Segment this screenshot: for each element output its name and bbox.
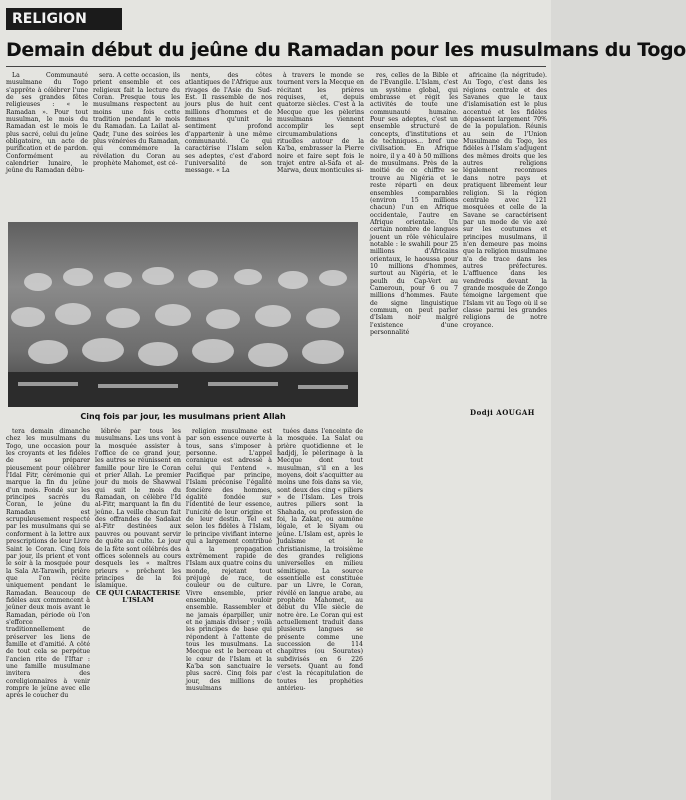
byline: Dodji AOUGAH bbox=[470, 408, 535, 417]
right-column-1 bbox=[370, 72, 458, 404]
section-rubric: RELIGION bbox=[6, 8, 122, 30]
column-text: africaine (la négritude). Au Togo, c'est dans les régions centrale et des Savanes que le taux d'islamisation est le plus accentué et les fidèles dépassent largement 70% de la population. Réunis au sein de l'Union Musulmane du Togo, les fidèles à l'Islam s'adjugent des mêmes droits que les autres religions légalement reconnues dans notre pays et pratiquent librement leur religion. Si la région centrale avec 121 mosquées et celle de la Savane se caractérisent par un mode de vie axé sur les coutumes et principes musulmans, il n'en demeure pas moins que la religion musulmane n'a de trace dans les autres préfectures. L'affluence dans les vendredis devant la grande mosquée de Zongo témoigne largement que l'Islam vit au Togo où il se classe parmi les grandes religions de notre croyance. bbox=[463, 72, 547, 329]
top-column-3 bbox=[185, 72, 272, 218]
top-column-2 bbox=[93, 72, 180, 218]
bottom-column-3 bbox=[186, 428, 272, 796]
prayer-photo-image bbox=[8, 222, 358, 407]
prayer-photo bbox=[8, 222, 358, 407]
column-text: tuées dans l'enceinte de la mosquée. La Salat ou prière quotidienne et le hadjdj, le pèlerinage à la Mecque dont tout musulman, s'il en a les moyens, doit s'acquitter au moins une fois dans sa vie, sont deux des cinq « piliers » de l'Islam. Les trois autres piliers sont la Shahada, ou profession de foi, la Zakat, ou aumône légale, et le Siyam ou jeûne. L'Islam est, après le Judaïsme et le christianisme, la troisième des grandes religions universelles en milieu sémitique. La source essentielle est constituée par un Livre, le Coran, révélé en langue arabe, au prophète Mahomet, au début du VIIe siècle de notre ère. Le Coran qui est actuellement traduit dans plusieurs langues se présente comme une succession de 114 chapitres (ou Sourates) subdivisés en 6 226 versets. Quant au fond c'est la récapitulation de toutes les prophéties antérieu- bbox=[277, 428, 363, 693]
right-column-2 bbox=[463, 72, 547, 404]
column-text: tera demain dimanche chez les musulmans du Togo, une occasion pour les croyants et les fidèles de se préparer pieusement pour célébrer l'Idal Fitr, cérémonie qui marque la fin du jeûne d'un mois. Fondé sur les principes sacrés du Coran, le jeûne du Ramadan est scrupuleusement respecté par les musulmans qui se conforment à la lettre aux prescriptions de leur Livre Saint le Coran. Cinq fois par jour, ils prient et vont le soir à la mosquée pour la Sala At-Tarawih, prière que l'on récite uniquement pendant le Ramadan. Beaucoup de fidèles aux commencent à jeûner deux mois avant le Ramadan, période où l'on s'efforce traditionnellement de préserver les liens de famille et d'amitié. A côté de tout cela se perpétue l'ancien rite de l'Iftar : une famille musulmane invitera des coreligionnaires à venir rompre le jeûne avec elle après le coucher du bbox=[6, 428, 90, 700]
column-text: nents, des côtes atlantiques de l'Afrique aux rivages de l'Asie du Sud-Est. Il rassemble de nos jours plus de huit cent millions d'hommes et de femmes qu'unit le sentiment profond d'appartenir à une même communauté. Ce qui caractérise l'Islam selon ses adeptes, c'est d'abord l'universalité de son message. « La bbox=[185, 72, 272, 175]
top-column-4 bbox=[277, 72, 364, 218]
top-column-1 bbox=[6, 72, 88, 218]
headline: Demain début du jeûne du Ramadan pour les musulmans du Togo bbox=[6, 39, 686, 61]
bottom-column-2 bbox=[95, 428, 181, 796]
photo-caption: Cinq fois par jour, les musulmans prient Allah bbox=[80, 412, 286, 421]
column-text: sera. A cette occasion, ils prient ensemble et ces religieux fait la lecture du Coran. Presque tous les musulmans respectent au moins une fois cette tradition pendant le mois du Ramadan. La Lailat al-Qadr, l'une des soirées les plus vénérées du Ramadan, qui commémore la révélation du Coran au prophète Mahomet, est cé- bbox=[93, 72, 180, 168]
column-text: religion musulmane est par son essence ouverte à tous, sans s'imposer à personne. L'appel coranique est adressé à celui qui l'entend ». Pacifique par principe, l'Islam préconise l'égalité foncière des hommes, égalité fondée sur l'identité de leur essence, l'unicité de leur origine et de leur destin. Tel est selon les fidèles à l'Islam, le principe vivifiant interne qui a largement contribué à la propagation extrêmement rapide de l'Islam aux quatre coins du monde, rejetant tout préjugé de race, de couleur ou de culture. Vivre ensemble, prier ensemble, vouloir ensemble. Rassembler et ne jamais éparpiller, unir et ne jamais diviser ; voilà les principes de base qui répondent à l'attente de tous les musulmans. La Mecque est le berceau et le cœur de l'Islam et la Ka'ba son sanctuaire le plus sacré. Cinq fois par jour, des millions de musulmans bbox=[186, 428, 272, 693]
column-text: La Communauté musulmane du Togo s'apprête à célébrer l'une de ses grandes fêtes religieuses : « le Ramadan ». Pour tout musulman, le mois du Ramadan est le mois le plus sacré, celui du jeûne obligatoire, un acte de purification et de pardon. Conformément au calendrier lunaire, le jeûne du Ramadan débu- bbox=[6, 72, 88, 175]
column-text: lébrée par tous les musulmans. Les uns vont à la mosquée assister à l'office de ce grand jour, les autres se réunissent en famille pour lire le Coran et prier Allah. Le premier jour du mois de Shawwal qui suit le mois du Ramadan, on célèbre l'Id al-Fitr, marquant la fin du jeûne. La veille chacun fait des offrandes de Sadakat al-Fitr destinées aux pauvres ou pouvant servir de quête au culte. Le jour de la fête sont célébrés des offices solennels au cours desquels les « maîtres prieurs » prêchent les principes de la foi islamique. bbox=[95, 428, 181, 590]
bottom-column-1 bbox=[6, 428, 90, 796]
subhead: CE QUI CARACTERISE L'ISLAM bbox=[96, 588, 180, 604]
column-text: à travers le monde se tournent vers la Mecque en récitant les prières requises, et, depuis quatorze siècles. C'est à la Mecque que les pèlerins musulmans viennent accomplir les sept circumambulations rituelles autour de la Ka'ba, embrasser la Pierre noire et faire sept fois le trajet entre al-Safa et al-Marwa, deux monticules si- bbox=[277, 72, 364, 175]
bottom-column-4 bbox=[277, 428, 363, 796]
headline-rule bbox=[6, 66, 546, 67]
column-text: res, celles de la Bible et de l'Evangile. L'Islam, c'est un système global, qui embrasse et régit les activités de toute une communauté humaine. Pour ses adeptes, c'est un ensemble structuré de concepts, d'institutions et de techniques... bref une civilisation. En Afrique noire, il y a 40 à 50 millions de musulmans. Près de la moitié de ce chiffre se trouve au Nigéria et le reste réparti en deux ensembles comparables (environ 15 millions chacun) l'un en Afrique occidentale, l'autre en Afrique orientale. Un certain nombre de langues jouent un rôle véhiculaire notable : le swahili pour 25 millions d'Africains orientaux, le haoussa pour 10 millions d'hommes, surtout au Nigéria, et le peulh du Cap-Vert au Cameroun, pour 6 ou 7 millions d'hommes. Faute de signe linguistique commun, on peut parler d'Islam noir malgré l'existence d'une personnalité bbox=[370, 72, 458, 337]
